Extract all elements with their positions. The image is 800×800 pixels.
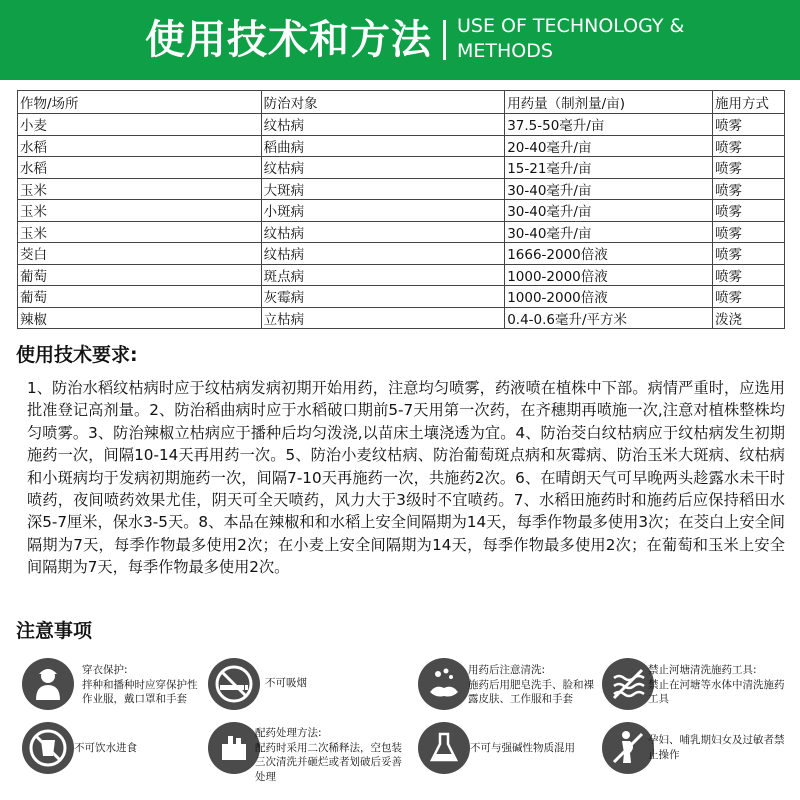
banner-title-cn: 使用技术和方法 (145, 17, 432, 63)
note-heading: 禁止河塘清洗施药工具: (648, 664, 757, 676)
cell-crop: 葡萄 (18, 264, 262, 286)
pregnant-women-warning-icon (602, 722, 654, 774)
note-no-smoking: 不可吸烟 (265, 677, 307, 689)
cell-target: 立枯病 (261, 307, 505, 329)
cell-method: 喷雾 (713, 264, 785, 286)
cell-method: 喷雾 (713, 157, 785, 179)
note-dispensing (255, 726, 407, 784)
note-body: 施药后用肥皂洗手、脸和裸露皮肤、工作服和手套 (468, 678, 594, 705)
col-header-method: 施用方式 (713, 91, 785, 114)
note-pregnant-women-warning: 孕妇、哺乳期妇女及过敏者禁止操作 (648, 734, 785, 761)
cell-dosage: 1000-2000倍液 (505, 264, 713, 286)
table-row (18, 307, 785, 329)
note-no-alkaline-mix: 不可与强碱性物质混用 (470, 742, 575, 754)
note-body: 拌种和播种时应穿保护性作业服，戴口罩和手套 (82, 678, 198, 705)
table-row (18, 157, 785, 179)
dosage-table (17, 90, 785, 329)
cell-target: 纹枯病 (261, 243, 505, 265)
table-header-row (18, 91, 785, 114)
cell-dosage: 30-40毫升/亩 (505, 221, 713, 243)
hand-washing-icon (418, 658, 470, 710)
cell-crop: 玉米 (18, 200, 262, 222)
cell-target: 纹枯病 (261, 221, 505, 243)
requirements-text: 1、防治水稻纹枯病时应于纹枯病发病初期开始用药，注意均匀喷雾，药液喷在植株中下部。病情严重时，应选用批准登记高剂量。2、防治稻曲病时应于水稻破口期前5-7天用第一次药，在齐穗期再喷施一次,注意对植株整株均匀喷雾。3、防治辣椒立枯病应于播种后均匀泼浇,以苗床土壤浇透为宜。4、防治茭白纹枯病应于纹枯病发生初期施药一次，间隔10-14天再用药一次。5、防治小麦纹枯病、防治葡萄斑点病和灰霉病、防治玉米大斑病、纹枯病和小斑病均于发病初期施药一次，间隔7-10天再施药一次，共施药2次。6、在晴朗天气可早晚两头趁露水未干时喷药，夜间喷药效果尤佳，阴天可全天喷药，风力大于3级时不宜喷药。7、水稻田施药时和施药后应保持稻田水深5-7厘米，保水3-5天。8、本品在辣椒和和水稻上安全间隔期为14天，每季作物最多使用3次；在茭白上安全间隔期为7天，每季作物最多使用2次；在小麦上安全间隔期为14天，每季作物最多使用2次；在葡萄和玉米上安全间隔期为7天，每季作物最多使用2次。 (27, 379, 785, 577)
cell-crop: 玉米 (18, 178, 262, 200)
cell-dosage: 37.5-50毫升/亩 (505, 114, 713, 136)
cell-method: 泼浇 (713, 307, 785, 329)
cell-dosage: 1666-2000倍液 (505, 243, 713, 265)
cell-crop: 小麦 (18, 114, 262, 136)
col-header-target: 防治对象 (261, 91, 505, 114)
cell-crop: 玉米 (18, 221, 262, 243)
cell-dosage: 30-40毫升/亩 (505, 200, 713, 222)
note-hand-washing (468, 663, 600, 707)
cell-target: 纹枯病 (261, 114, 505, 136)
col-header-dosage: 用药量（制剂量/亩) (505, 91, 713, 114)
note-heading: 用药后注意清洗: (468, 664, 546, 676)
note-body: 配药时采用二次稀释法，空包装三次清洗并砸烂或者划破后妥善处理 (255, 741, 402, 783)
cell-method: 喷雾 (713, 286, 785, 308)
table-row (18, 114, 785, 136)
no-river-washing-icon (602, 658, 654, 710)
no-smoking-icon (208, 658, 260, 710)
cell-dosage: 1000-2000倍液 (505, 286, 713, 308)
cell-crop: 水稻 (18, 135, 262, 157)
cell-target: 纹枯病 (261, 157, 505, 179)
protective-clothing-icon (22, 658, 74, 710)
cell-crop: 茭白 (18, 243, 262, 265)
table-row (18, 178, 785, 200)
cell-target: 稻曲病 (261, 135, 505, 157)
cell-crop: 辣椒 (18, 307, 262, 329)
dispensing-icon (208, 722, 260, 774)
cell-dosage: 0.4-0.6毫升/平方米 (505, 307, 713, 329)
precautions-title: 注意事项 (16, 620, 93, 642)
col-header-crop: 作物/场所 (18, 91, 262, 114)
cell-target: 大斑病 (261, 178, 505, 200)
note-protective-clothing (82, 663, 207, 707)
cell-dosage: 20-40毫升/亩 (505, 135, 713, 157)
note-no-eating-drinking: 不可饮水进食 (74, 742, 137, 754)
cell-crop: 水稻 (18, 157, 262, 179)
cell-target: 小斑病 (261, 200, 505, 222)
no-eating-drinking-icon (22, 722, 74, 774)
table-row (18, 264, 785, 286)
table-row (18, 243, 785, 265)
note-body: 禁止在河塘等水体中清洗施药工具 (648, 678, 785, 705)
cell-method: 喷雾 (713, 200, 785, 222)
cell-dosage: 30-40毫升/亩 (505, 178, 713, 200)
cell-method: 喷雾 (713, 178, 785, 200)
requirements-title: 使用技术要求: (16, 344, 138, 366)
table-row (18, 200, 785, 222)
banner-divider (443, 20, 446, 60)
table-row (18, 221, 785, 243)
table-row (18, 135, 785, 157)
cell-method: 喷雾 (713, 243, 785, 265)
cell-method: 喷雾 (713, 135, 785, 157)
note-heading: 穿衣保护: (82, 664, 128, 676)
header-banner (0, 0, 800, 80)
cell-target: 灰霉病 (261, 286, 505, 308)
table-row (18, 286, 785, 308)
cell-method: 喷雾 (713, 114, 785, 136)
note-no-river-washing (648, 663, 786, 707)
no-alkaline-mix-icon (418, 722, 470, 774)
banner-title-en: USE OF TECHNOLOGY & METHODS (457, 15, 685, 62)
note-heading: 配药处理方法: (255, 727, 322, 739)
cell-method: 喷雾 (713, 221, 785, 243)
cell-crop: 葡萄 (18, 286, 262, 308)
cell-target: 斑点病 (261, 264, 505, 286)
cell-dosage: 15-21毫升/亩 (505, 157, 713, 179)
